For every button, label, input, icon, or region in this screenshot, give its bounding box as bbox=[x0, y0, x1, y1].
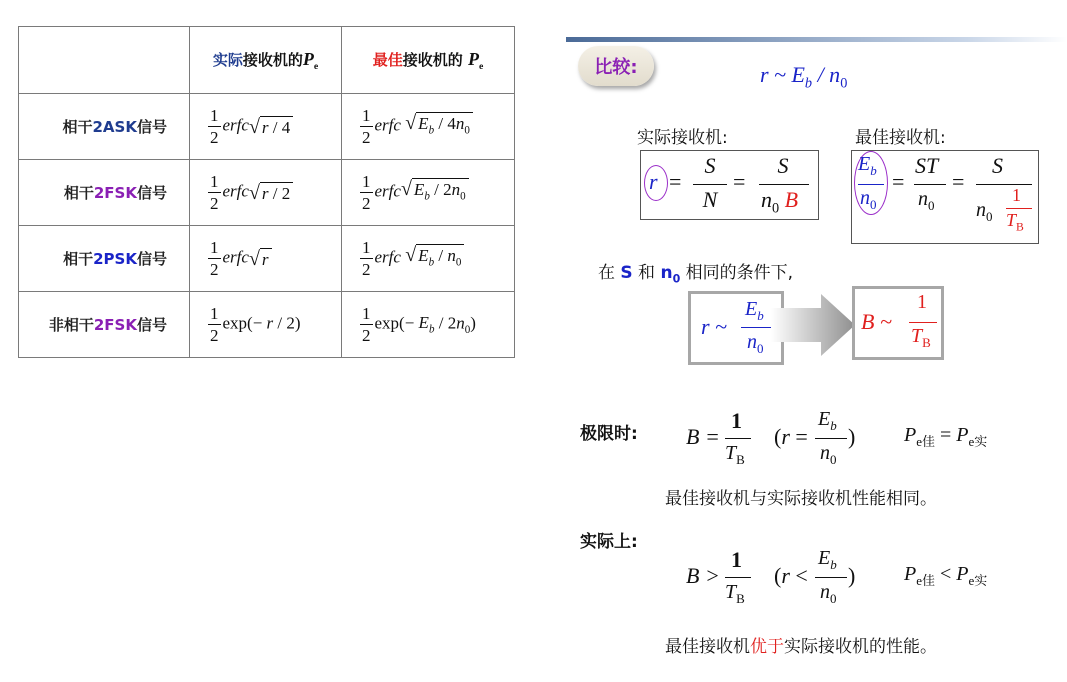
table-row bbox=[19, 226, 515, 292]
best-receiver-label: 最佳接收机: bbox=[855, 128, 946, 148]
limit-note: 最佳接收机与实际接收机性能相同。 bbox=[665, 489, 937, 509]
table-row bbox=[19, 160, 515, 226]
b-proportional-box: B ~ 1 $T_B$ bbox=[852, 286, 944, 360]
actual-receiver-label: 实际接收机: bbox=[637, 128, 728, 148]
practical-r-lt: (r < bbox=[774, 563, 808, 588]
formula-actual-2psk: $\frac{1}{2}$ erfc √ r bbox=[190, 226, 342, 292]
condition-text: 在 S 和 $n_0$ 相同的条件下, bbox=[598, 263, 794, 286]
actual-receiver-formula-box: r = S N = S $n_0$ B bbox=[640, 150, 819, 220]
title-rule bbox=[566, 37, 1067, 42]
header-best-receiver: 最佳接收机的 $P_e$ bbox=[342, 27, 515, 94]
header-actual-receiver: 实际接收机的$P_e$ bbox=[190, 27, 342, 94]
symbol-r: r bbox=[649, 169, 658, 194]
formula-best-2psk: $\frac{1}{2}$ erfc √ $E_b / n_0$ bbox=[342, 226, 515, 292]
row-label-coherent-2fsk: 相干2FSK信号 bbox=[19, 160, 190, 226]
formula-best-2fsk: $\frac{1}{2}$ erfc √ $E_b / 2n_0$ bbox=[342, 160, 515, 226]
formula-best-2ask: $\frac{1}{2}$ erfc √ $E_b / 4n_0$ bbox=[342, 94, 515, 160]
limit-pe-equal: $P_{e佳} = P_{e实}$ bbox=[904, 424, 988, 449]
formula-actual-2ask: $\frac{1}{2}$ erfc √ r / 4 bbox=[190, 94, 342, 160]
header-empty-cell bbox=[19, 27, 190, 94]
comparison-table bbox=[18, 26, 515, 358]
practical-label: 实际上: bbox=[580, 532, 638, 552]
formula-best-ncfsk: $\frac{1}{2}$ $\exp(- E_b / 2n_0)$ bbox=[342, 292, 515, 358]
limit-r-eq: (r = bbox=[774, 424, 808, 449]
top-formula: r ~ $E_b / n_0$ bbox=[760, 62, 848, 92]
table-row bbox=[19, 94, 515, 160]
compare-badge: 比较: bbox=[578, 46, 654, 86]
r-proportional-box: r ~ $E_b$ $n_0$ bbox=[688, 291, 784, 365]
row-label-coherent-2psk: 相干2PSK信号 bbox=[19, 226, 190, 292]
practical-pe-less: $P_{e佳} < P_{e实}$ bbox=[904, 563, 988, 588]
table-row bbox=[19, 292, 515, 358]
table-header-row bbox=[19, 27, 515, 94]
limit-b-eq: B = bbox=[686, 424, 720, 449]
arrow-right-icon bbox=[771, 294, 857, 356]
row-label-noncoherent-2fsk: 非相干2FSK信号 bbox=[19, 292, 190, 358]
practical-b-gt: B > bbox=[686, 563, 720, 588]
row-label-coherent-2ask: 相干2ASK信号 bbox=[19, 94, 190, 160]
limit-label: 极限时: bbox=[580, 424, 638, 444]
formula-actual-2fsk: $\frac{1}{2}$ erfc √ r / 2 bbox=[190, 160, 342, 226]
formula-actual-ncfsk: $\frac{1}{2}$ exp(− r / 2) bbox=[190, 292, 342, 358]
best-receiver-formula-box: $E_b$ $n_0$ = ST $n_0$ = S $n_0$ 1 $T_B$ bbox=[851, 150, 1039, 244]
practical-note: 最佳接收机优于实际接收机的性能。 bbox=[665, 637, 937, 657]
